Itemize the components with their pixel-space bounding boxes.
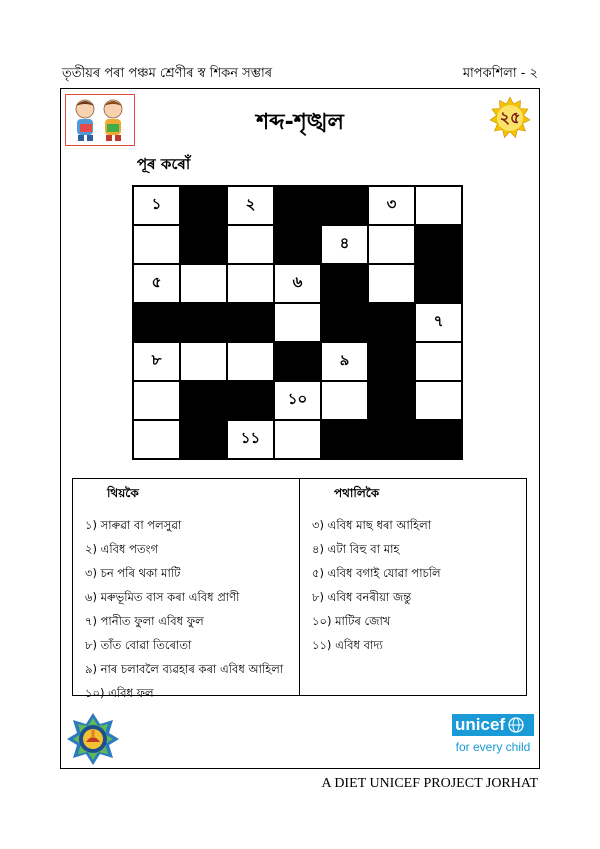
crossword-black-cell [227, 381, 274, 420]
crossword-black-cell [321, 420, 368, 459]
crossword-cell[interactable] [415, 342, 462, 381]
crossword-black-cell [368, 303, 415, 342]
clue-item: ৯) নাৰ চলাবলৈ ব্যৱহাৰ কৰা এবিধ আহিলা [85, 662, 284, 676]
crossword-cell[interactable]: ৪ [321, 225, 368, 264]
crossword-black-cell [180, 303, 227, 342]
header-series-title: তৃতীয়ৰ পৰা পঞ্চম শ্ৰেণীৰ স্ব শিকন সম্ভাৰ [62, 66, 273, 81]
unicef-name: unicef [455, 715, 506, 734]
crossword-black-cell [180, 381, 227, 420]
clue-item: ৫) এবিধ বগাই যোৱা পাচলি [312, 566, 441, 580]
crossword-cell[interactable] [133, 381, 180, 420]
clue-item: ৭) পানীত ফুলা এবিধ ফুল [85, 614, 204, 628]
crossword-cell[interactable] [180, 264, 227, 303]
crossword-cell[interactable] [274, 303, 321, 342]
page-title: শব্দ-শৃঙ্খল [256, 110, 344, 135]
crossword-black-cell [274, 342, 321, 381]
crossword-black-cell [415, 264, 462, 303]
crossword-black-cell [321, 264, 368, 303]
crossword-black-cell [274, 225, 321, 264]
clue-item: ৩) চন পৰি থকা মাটি [85, 566, 181, 580]
crossword-black-cell [180, 225, 227, 264]
crossword-black-cell [368, 342, 415, 381]
crossword-cell[interactable] [227, 264, 274, 303]
crossword-cell[interactable] [368, 264, 415, 303]
crossword-black-cell [321, 303, 368, 342]
unicef-tagline: for every child [455, 740, 531, 754]
crossword-cell[interactable] [227, 225, 274, 264]
down-clues [73, 479, 299, 700]
crossword-black-cell [368, 420, 415, 459]
crossword-cell[interactable]: ৬ [274, 264, 321, 303]
crossword-cell[interactable] [180, 342, 227, 381]
clue-item: ১১) এবিধ বাদ্য [312, 638, 383, 652]
instruction-text: পূৰ কৰোঁ [137, 155, 191, 173]
across-clues [299, 479, 526, 695]
crossword-cell[interactable] [227, 342, 274, 381]
crossword-black-cell [133, 303, 180, 342]
clue-item: ২) এবিধ পতংগ [85, 542, 159, 556]
clues-box [72, 478, 527, 700]
crossword-cell[interactable] [133, 225, 180, 264]
crossword-black-cell [180, 186, 227, 225]
crossword-black-cell [227, 303, 274, 342]
clue-item: ১০) মাটিৰ জোখ [312, 614, 391, 628]
clue-item: ৮) এবিধ বনৰীয়া জন্তু [312, 590, 412, 604]
badge-number: ২৫ [499, 107, 521, 127]
unicef-wordmark [452, 714, 534, 736]
crossword-cell[interactable] [415, 381, 462, 420]
crossword-cell[interactable]: ৫ [133, 264, 180, 303]
crossword-cell[interactable]: ৭ [415, 303, 462, 342]
crossword-grid [132, 185, 463, 460]
crossword-cell[interactable] [133, 420, 180, 459]
diet-emblem-logo [66, 712, 120, 766]
globe-icon [508, 717, 524, 733]
crossword-black-cell [368, 381, 415, 420]
crossword-cell[interactable] [321, 381, 368, 420]
crossword-cell[interactable]: ১১ [227, 420, 274, 459]
crossword-cell[interactable]: ১০ [274, 381, 321, 420]
clue-item: ৮) তাঁত বোৱা তিৰোতা [85, 638, 192, 652]
crossword-cell[interactable]: ৩ [368, 186, 415, 225]
crossword-cell[interactable] [415, 186, 462, 225]
crossword-black-cell [415, 225, 462, 264]
crossword-black-cell [415, 420, 462, 459]
crossword-cell[interactable] [368, 225, 415, 264]
crossword-black-cell [274, 186, 321, 225]
crossword-cell[interactable]: ২ [227, 186, 274, 225]
crossword-cell[interactable] [274, 420, 321, 459]
clue-item: ৩) এবিধ মাছ ধৰা আহিলা [312, 518, 432, 532]
clue-item: ১) সাৰুৱা বা পলসুৱা [85, 518, 182, 532]
crossword-black-cell [321, 186, 368, 225]
header-level: মাপকশিলা - ২ [462, 66, 538, 81]
crossword-cell[interactable]: ১ [133, 186, 180, 225]
clue-item: ৬) মৰুভূমিত বাস কৰা এবিধ প্ৰাণী [85, 590, 240, 604]
crossword-cell[interactable]: ৯ [321, 342, 368, 381]
crossword-cell[interactable]: ৮ [133, 342, 180, 381]
across-heading: পথালিকৈ [334, 486, 380, 500]
unicef-logo [452, 714, 534, 754]
footer-project-text: A DIET UNICEF PROJECT JORHAT [321, 776, 538, 791]
crossword-black-cell [180, 420, 227, 459]
clue-item: ৪) এটা বিহু বা মাহ [312, 542, 400, 556]
down-heading: থিয়কৈ [107, 486, 139, 500]
clue-item: ১০) এবিধ ফল [85, 686, 154, 700]
